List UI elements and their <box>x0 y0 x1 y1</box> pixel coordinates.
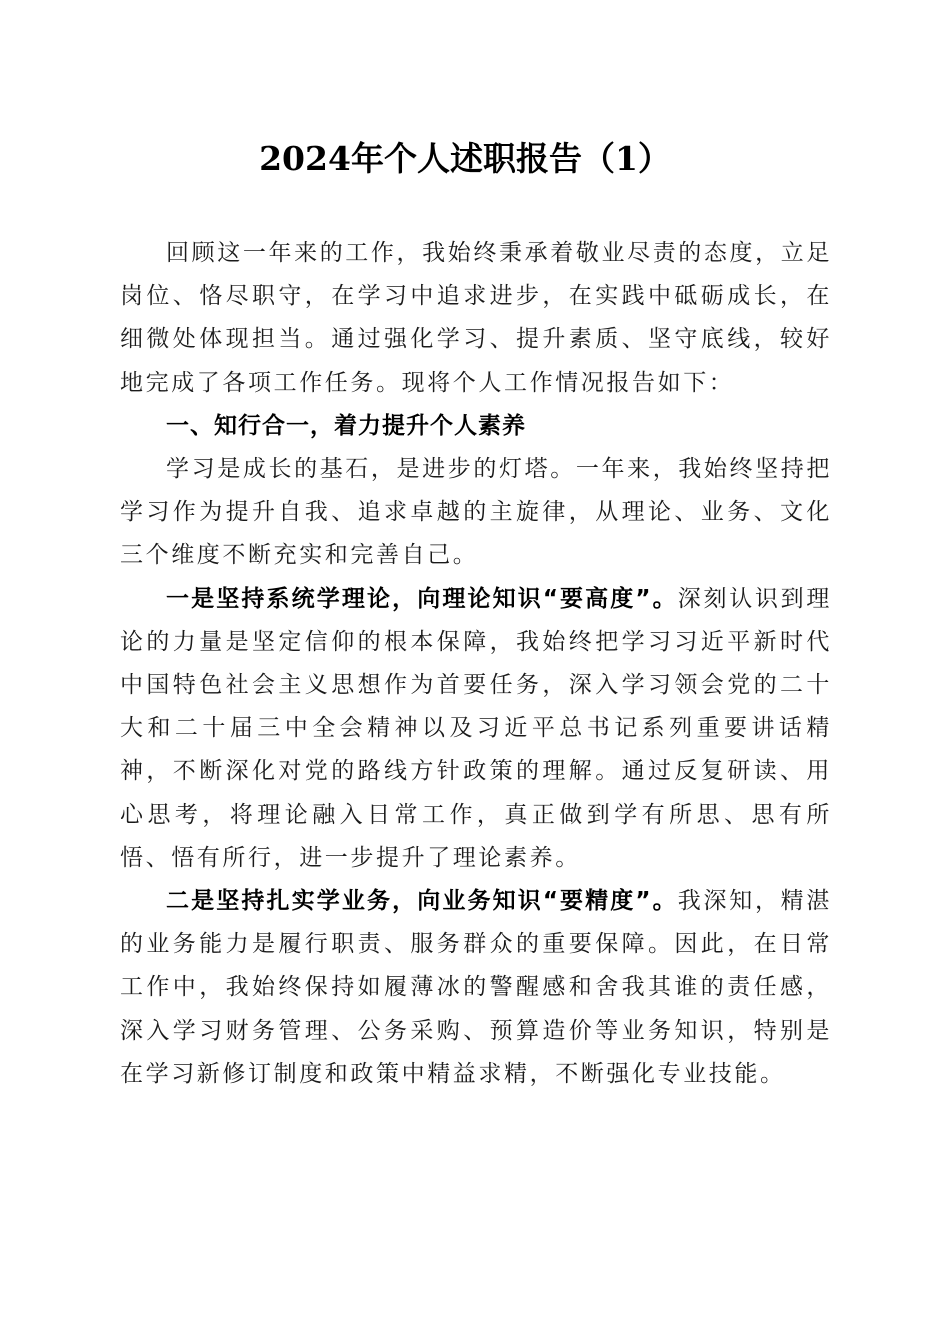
point-paragraph-1 <box>120 578 832 880</box>
point-lead-2: 二是坚持扎实学业务，向业务知识“要精度”。 <box>166 888 678 915</box>
point-lead-1: 一是坚持系统学理论，向理论知识“要高度”。 <box>166 585 678 612</box>
point-text-2: 我深知，精湛的业务能力是履行职责、服务群众的重要保障。因此，在日常工作中，我始终保持如履薄冰的警醒感和舍我其谁的责任感，深入学习财务管理、公务采购、预算造价等业务知识，特别是在学习新修订制度和政策中精益求精，不断强化专业技能。 <box>120 888 833 1087</box>
point-paragraph-2 <box>120 880 832 1096</box>
intro-paragraph: 回顾这一年来的工作，我始终秉承着敬业尽责的态度，立足岗位、恪尽职守，在学习中追求进步，在实践中砥砺成长，在细微处体现担当。通过强化学习、提升素质、坚守底线，较好地完成了各项工作任务。现将个人工作情况报告如下： <box>120 240 832 396</box>
section-heading: 一、知行合一，着力提升个人素养 <box>166 412 526 439</box>
document-title: 2024年个人述职报告（1） <box>259 139 671 178</box>
point-text-1: 深刻认识到理论的力量是坚定信仰的根本保障，我始终把学习习近平新时代中国特色社会主义思想作为首要任务，深入学习领会党的二十大和二十届三中全会精神以及习近平总书记系列重要讲话精神，不断深化对党的路线方针政策的理解。通过反复研读、用心思考，将理论融入日常工作，真正做到学有所思、思有所悟、悟有所行，进一步提升了理论素养。 <box>120 585 833 871</box>
document-body <box>120 232 832 1096</box>
section-intro-paragraph: 学习是成长的基石，是进步的灯塔。一年来，我始终坚持把学习作为提升自我、追求卓越的主旋律，从理论、业务、文化三个维度不断充实和完善自己。 <box>120 456 832 569</box>
